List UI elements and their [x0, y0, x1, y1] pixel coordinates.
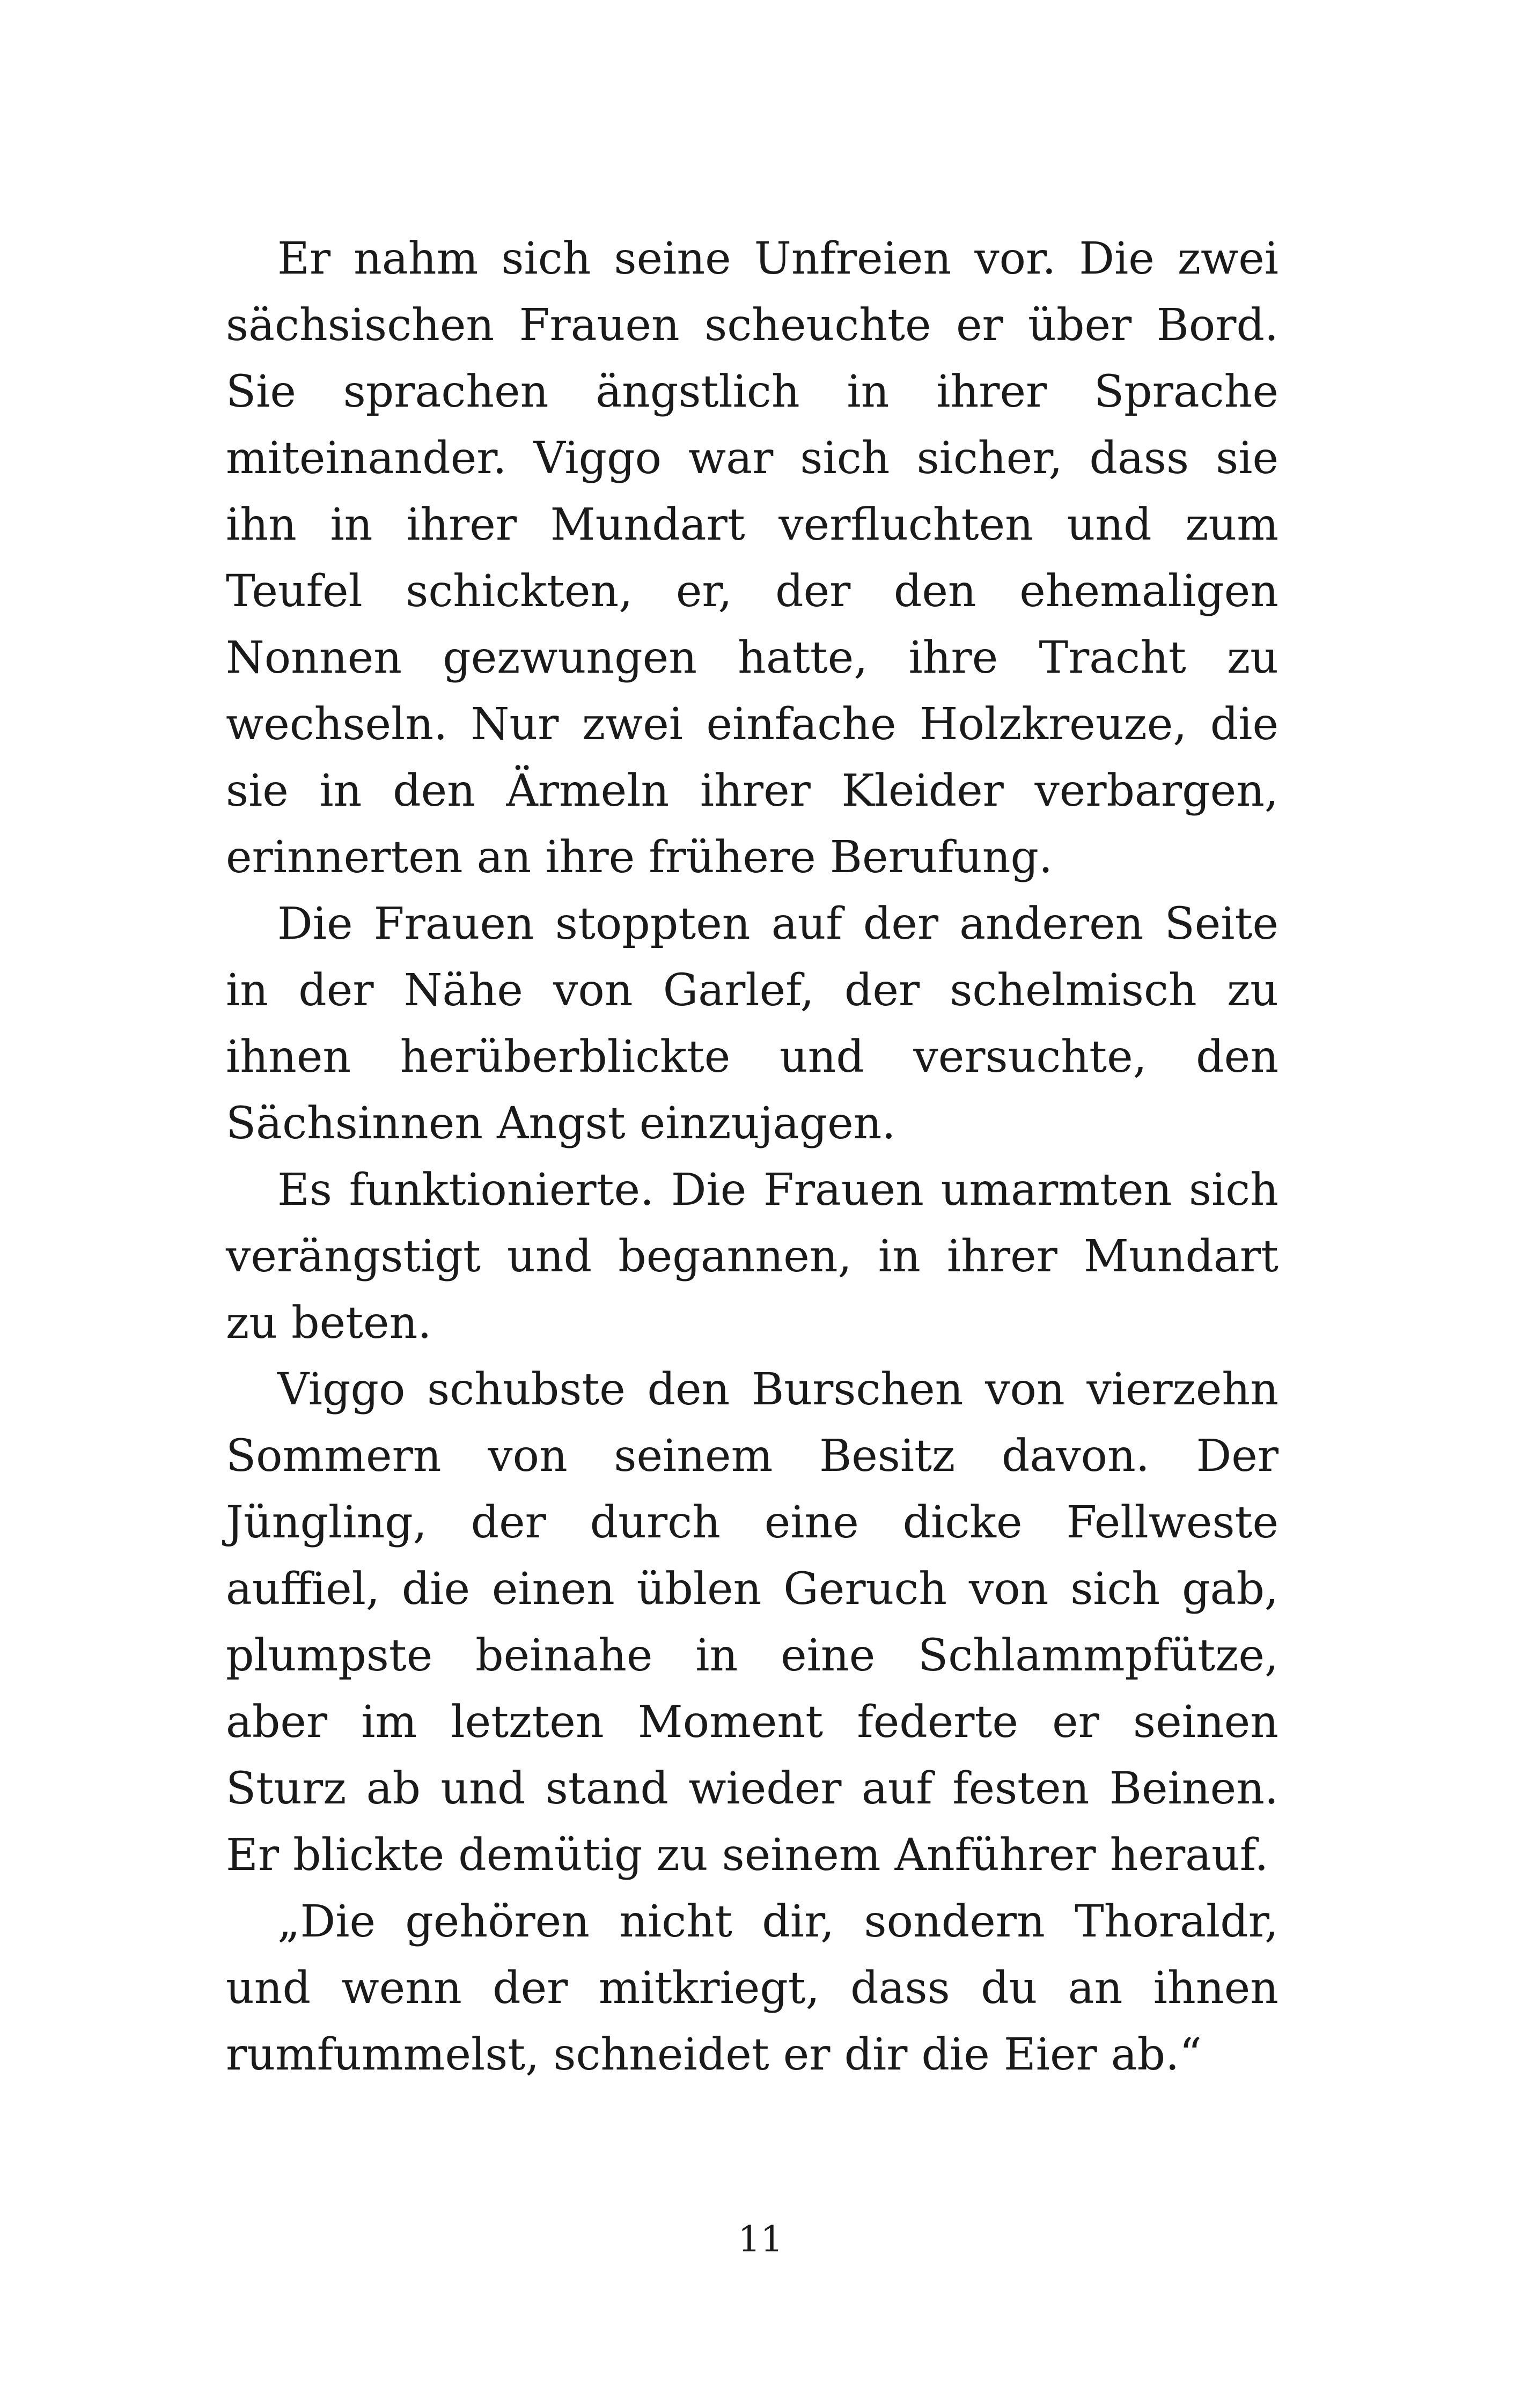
paragraph: Er nahm sich seine Unfreien vor. Die zwei sächsischen Frauen scheuchte er über Bord. Sie sprachen ängstlich in ihrer Sprache miteinander. Viggo war sich sicher, dass sie ihn in ihrer Mundart verfluchten und zum Teufel schickten, er, der den ehemaligen Nonnen gezwungen hatte, ihre Tracht zu wechseln. Nur zwei einfache Holzkreuze, die sie in den Ärmeln ihrer Kleider verbargen, erinnerten an ihre frühere Berufung.: [226, 233, 1278, 883]
paragraph: „Die gehören nicht dir, sondern Thoraldr, und wenn der mitkriegt, dass du an ihnen rumfummelst, schneidet er dir die Eier ab.“: [226, 1896, 1278, 2080]
page-number: 11: [738, 2219, 783, 2260]
paragraph: Viggo schubste den Burschen von vierzehn Sommern von seinem Besitz davon. Der Jüngling, der durch eine dicke Fellweste auffiel, die einen üblen Geruch von sich gab, plumpste beinahe in eine Schlammpfütze, aber im letzten Moment federte er seinen Sturz ab und stand wieder auf festen Beinen. Er blickte demütig zu seinem Anführer herauf.: [226, 1364, 1278, 1881]
body-text: [226, 226, 1278, 2088]
paragraph: Die Frauen stoppten auf der anderen Seite in der Nähe von Garlef, der schelmisch zu ihnen herüberblickte und versuchte, den Sächsinnen Angst einzujagen.: [226, 899, 1278, 1149]
paragraph: Es funktionierte. Die Frauen umarmten sich verängstigt und begannen, in ihrer Mundart zu beten.: [226, 1165, 1278, 1349]
